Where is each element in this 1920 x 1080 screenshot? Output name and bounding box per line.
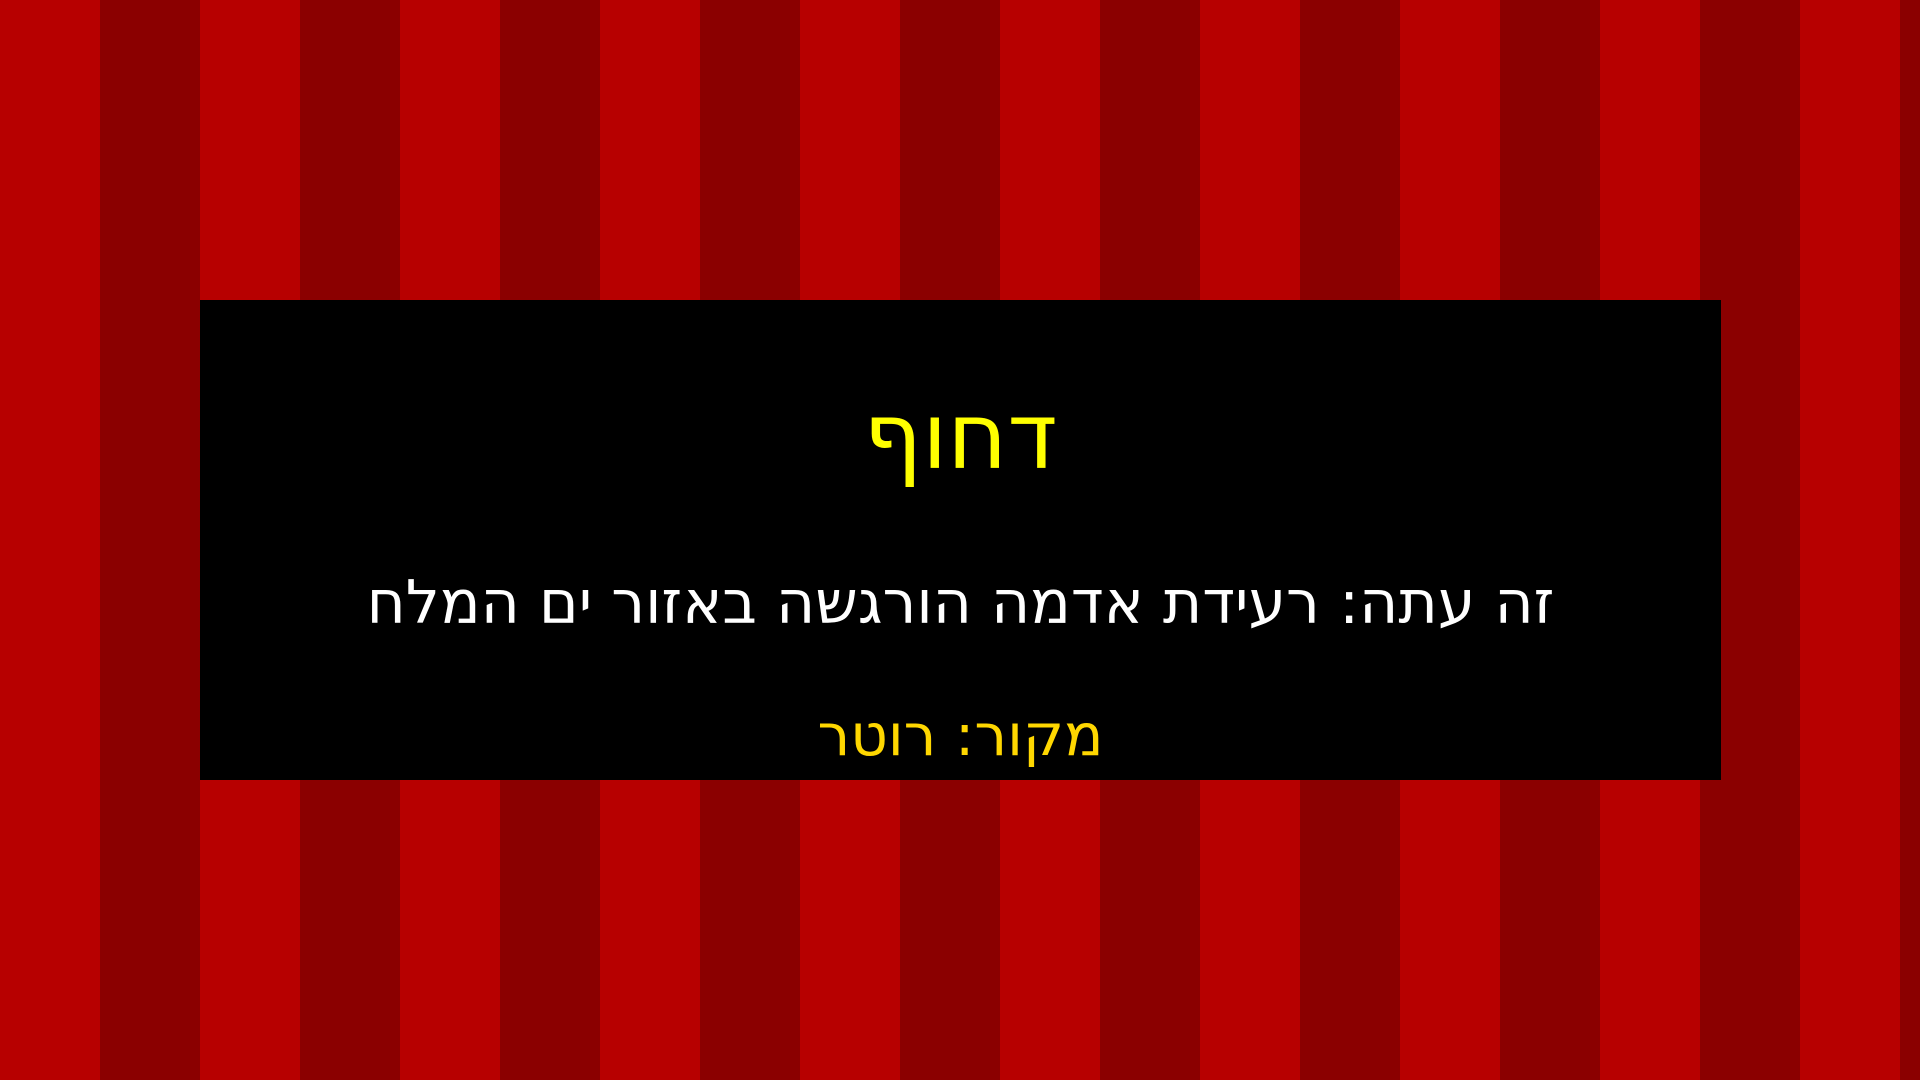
news-headline: זה עתה: רעידת אדמה הורגשה באזור ים המלח <box>366 568 1555 638</box>
breaking-news-panel <box>200 300 1721 780</box>
urgent-title: דחוף <box>863 383 1058 490</box>
news-source: מקור: רוטר <box>817 701 1104 769</box>
